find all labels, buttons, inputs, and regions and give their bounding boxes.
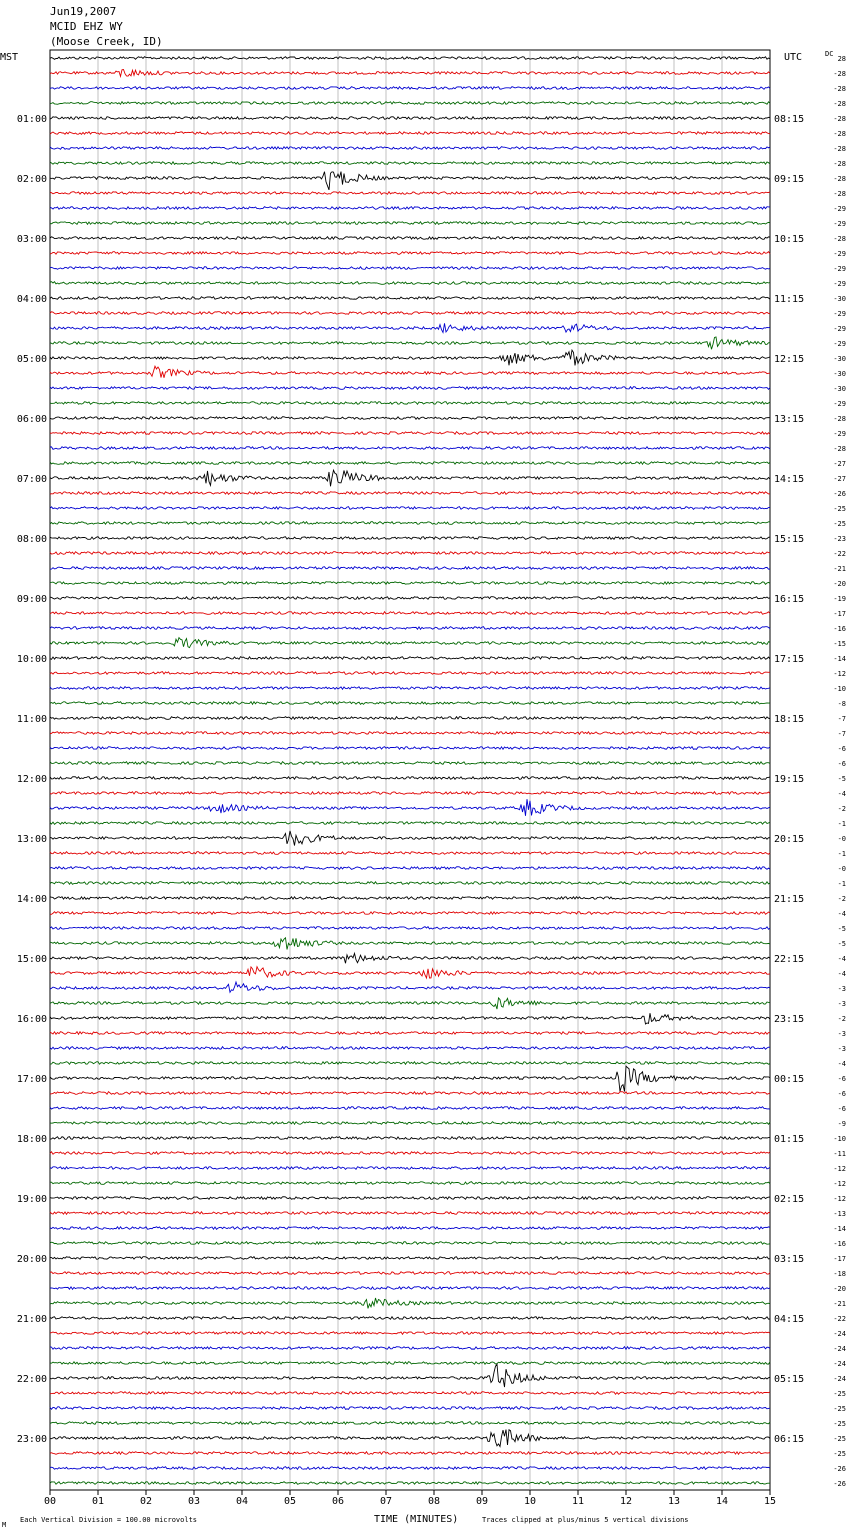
dc-offset-label: -17 [833, 1255, 846, 1263]
dc-offset-label: -25 [833, 1420, 846, 1428]
seismic-trace [50, 297, 770, 300]
seismic-trace [50, 638, 770, 648]
seismic-trace [50, 282, 770, 285]
dc-offset-label: -2 [837, 805, 846, 813]
seismic-trace [50, 912, 770, 915]
seismic-trace [50, 350, 770, 365]
seismic-trace [50, 1452, 770, 1455]
seismic-trace [50, 462, 770, 465]
left-hour-label: 20:00 [16, 1254, 47, 1265]
dc-offset-label: -28 [833, 70, 846, 78]
seismic-trace [50, 402, 770, 405]
seismic-trace [50, 612, 770, 615]
dc-offset-label: -3 [837, 1045, 846, 1053]
right-hour-label: 19:15 [774, 774, 805, 785]
seismic-trace [50, 172, 770, 190]
x-tick-label: 00 [43, 1496, 57, 1507]
dc-offset-label: -6 [837, 1105, 846, 1113]
dc-offset-label: -25 [833, 505, 846, 513]
seismic-trace [50, 366, 770, 378]
dc-offset-label: -12 [833, 1180, 846, 1188]
dc-offset-label: -28 [833, 130, 846, 138]
seismic-trace [50, 747, 770, 750]
mst-label: MST [0, 52, 19, 63]
dc-offset-label: -5 [837, 925, 846, 933]
dc-offset-label: -17 [833, 610, 846, 618]
dc-offset-label: -30 [833, 385, 846, 393]
left-hour-label: 23:00 [16, 1434, 47, 1445]
dc-offset-label: -24 [833, 1345, 846, 1353]
left-hour-label: 15:00 [16, 954, 47, 965]
dc-offset-label: -24 [833, 1330, 846, 1338]
seismic-trace [50, 192, 770, 195]
seismic-trace [50, 1227, 770, 1230]
left-hour-label: 04:00 [16, 294, 47, 305]
right-hour-label: 16:15 [774, 594, 805, 605]
location-title: (Moose Creek, ID) [50, 35, 163, 48]
seismic-trace [50, 597, 770, 600]
dc-offset-label: -28 [833, 85, 846, 93]
dc-offset-label: -20 [833, 1285, 846, 1293]
right-hour-label: 22:15 [774, 954, 805, 965]
dc-offset-label: -28 [833, 175, 846, 183]
right-hour-label: 09:15 [774, 174, 805, 185]
seismic-trace [50, 732, 770, 735]
seismic-trace [50, 1197, 770, 1200]
seismic-trace [50, 927, 770, 930]
dc-offset-label: -21 [833, 1300, 846, 1308]
seismic-trace [50, 147, 770, 150]
dc-offset-label: -4 [837, 955, 846, 963]
dc-offset-label: -5 [837, 940, 846, 948]
right-hour-label: 11:15 [774, 294, 805, 305]
dc-offset-label: -13 [833, 1210, 846, 1218]
dc-offset-label: -1 [837, 880, 846, 888]
seismic-trace [50, 312, 770, 315]
dc-offset-label: -28 [833, 415, 846, 423]
seismic-trace [50, 1047, 770, 1050]
dc-offset-label: -24 [833, 1360, 846, 1368]
right-hour-label: 05:15 [774, 1374, 805, 1385]
dc-offset-label: -4 [837, 910, 846, 918]
seismic-trace [50, 792, 770, 795]
right-hour-label: 04:15 [774, 1314, 805, 1325]
right-hour-label: 23:15 [774, 1014, 805, 1025]
dc-offset-label: -28 [833, 100, 846, 108]
seismic-trace [50, 1407, 770, 1410]
seismic-trace [50, 687, 770, 690]
dc-offset-label: -28 [833, 145, 846, 153]
dc-offset-label: -1 [837, 820, 846, 828]
left-hour-label: 13:00 [16, 834, 47, 845]
seismic-trace [50, 267, 770, 270]
dc-offset-label: -21 [833, 565, 846, 573]
seismic-trace [50, 1317, 770, 1320]
left-hour-label: 22:00 [16, 1374, 47, 1385]
dc-offset-label: -6 [837, 1075, 846, 1083]
dc-offset-label: -12 [833, 670, 846, 678]
left-hour-label: 09:00 [16, 594, 47, 605]
right-hour-label: 02:15 [774, 1194, 805, 1205]
dc-offset-label: -26 [833, 1480, 846, 1488]
seismic-trace [50, 1298, 770, 1308]
seismic-trace [50, 1107, 770, 1110]
left-hour-label: 17:00 [16, 1074, 47, 1085]
right-hour-label: 14:15 [774, 474, 805, 485]
seismic-trace [50, 1182, 770, 1185]
seismic-trace [50, 432, 770, 435]
left-hour-label: 08:00 [16, 534, 47, 545]
seismic-trace [50, 627, 770, 630]
dc-offset-label: -29 [833, 280, 846, 288]
dc-offset-label: -20 [833, 580, 846, 588]
dc-offset-label: -9 [837, 1120, 846, 1128]
seismic-trace [50, 1167, 770, 1170]
corner-mark: M [2, 1521, 7, 1529]
dc-offset-label: -1 [837, 850, 846, 858]
utc-label: UTC [784, 52, 803, 63]
seismic-trace [50, 470, 770, 486]
seismic-trace [50, 492, 770, 495]
dc-offset-label: -29 [833, 265, 846, 273]
right-hour-label: 15:15 [774, 534, 805, 545]
right-hour-label: 13:15 [774, 414, 805, 425]
seismic-trace [50, 507, 770, 510]
dc-offset-label: -6 [837, 745, 846, 753]
dc-offset-label: -29 [833, 400, 846, 408]
dc-offset-label: -3 [837, 985, 846, 993]
dc-offset-label: -7 [837, 730, 846, 738]
left-hour-label: 06:00 [16, 414, 47, 425]
dc-offset-label: -12 [833, 1165, 846, 1173]
dc-offset-label: -28 [833, 445, 846, 453]
seismic-trace [50, 1287, 770, 1290]
seismic-trace [50, 822, 770, 825]
right-hour-label: 01:15 [774, 1134, 805, 1145]
seismic-trace [50, 323, 770, 332]
seismic-trace [50, 982, 770, 992]
x-tick-label: 08 [427, 1496, 441, 1507]
date-title: Jun19,2007 [50, 5, 117, 18]
dc-offset-label: -10 [833, 1135, 846, 1143]
seismic-trace [50, 132, 770, 135]
left-hour-label: 07:00 [16, 474, 47, 485]
dc-offset-label: -29 [833, 325, 846, 333]
x-tick-label: 06 [331, 1496, 345, 1507]
left-hour-label: 21:00 [16, 1314, 47, 1325]
dc-offset-label: -19 [833, 595, 846, 603]
dc-offset-label: -11 [833, 1150, 846, 1158]
seismic-trace [50, 1272, 770, 1275]
dc-offset-label: -25 [833, 1435, 846, 1443]
seismic-trace [50, 70, 770, 77]
seismic-trace [50, 447, 770, 450]
seismic-trace [50, 967, 770, 978]
x-tick-label: 03 [187, 1496, 201, 1507]
station-title: MCID EHZ WY [50, 20, 123, 33]
seismic-trace [50, 1482, 770, 1485]
seismic-trace [50, 57, 770, 60]
seismic-trace [50, 1122, 770, 1125]
dc-offset-label: -3 [837, 1030, 846, 1038]
trace-layer [50, 57, 770, 1485]
seismic-trace [50, 867, 770, 870]
seismic-trace [50, 252, 770, 255]
dc-offset-label: -7 [837, 715, 846, 723]
seismic-trace [50, 1212, 770, 1215]
seismic-trace [50, 998, 770, 1009]
seismic-trace [50, 222, 770, 225]
left-hour-label: 05:00 [16, 354, 47, 365]
dc-offset-label: -6 [837, 1090, 846, 1098]
dc-label: DC [825, 50, 834, 58]
dc-offset-label: -14 [833, 1225, 846, 1233]
seismic-trace [50, 1032, 770, 1035]
x-tick-label: 10 [523, 1496, 537, 1507]
right-hour-label: 00:15 [774, 1074, 805, 1085]
right-hour-label: 17:15 [774, 654, 805, 665]
dc-offset-label: -27 [833, 475, 846, 483]
left-hour-label: 14:00 [16, 894, 47, 905]
seismic-trace [50, 522, 770, 525]
seismic-trace [50, 1347, 770, 1350]
dc-offset-label: -4 [837, 970, 846, 978]
seismic-trace [50, 1242, 770, 1245]
left-hour-label: 10:00 [16, 654, 47, 665]
dc-offset-label: -29 [833, 220, 846, 228]
dc-offset-label: -23 [833, 535, 846, 543]
dc-offset-label: -30 [833, 295, 846, 303]
dc-offset-label: -30 [833, 355, 846, 363]
dc-offset-label: -4 [837, 790, 846, 798]
seismic-trace [50, 87, 770, 90]
seismic-trace [50, 567, 770, 570]
dc-offset-label: -29 [833, 205, 846, 213]
dc-offset-label: -22 [833, 1315, 846, 1323]
dc-offset-label: -28 [833, 235, 846, 243]
dc-offset-label: -18 [833, 1270, 846, 1278]
seismic-trace [50, 582, 770, 585]
seismic-trace [50, 897, 770, 900]
seismic-trace [50, 552, 770, 555]
seismic-trace [50, 1332, 770, 1335]
seismic-trace [50, 831, 770, 846]
dc-offset-label: -25 [833, 520, 846, 528]
seismic-trace [50, 1137, 770, 1140]
seismic-trace [50, 1467, 770, 1470]
right-hour-label: 20:15 [774, 834, 805, 845]
seismic-trace [50, 337, 770, 349]
dc-offset-label: -25 [833, 1405, 846, 1413]
x-tick-label: 04 [235, 1496, 249, 1507]
x-tick-label: 12 [619, 1496, 633, 1507]
seismic-trace [50, 953, 770, 963]
seismic-trace [50, 1422, 770, 1425]
x-tick-label: 05 [283, 1496, 297, 1507]
seismic-trace [50, 777, 770, 780]
left-hour-label: 16:00 [16, 1014, 47, 1025]
seismic-trace [50, 702, 770, 705]
right-hour-label: 18:15 [774, 714, 805, 725]
x-tick-label: 02 [139, 1496, 153, 1507]
x-axis-label: TIME (MINUTES) [374, 1514, 459, 1525]
dc-offset-label: -2 [837, 1015, 846, 1023]
dc-offset-label: -16 [833, 1240, 846, 1248]
right-hour-label: 06:15 [774, 1434, 805, 1445]
seismic-trace [50, 237, 770, 240]
dc-offset-label: -8 [837, 700, 846, 708]
scale-note: Each Vertical Division = 100.00 microvolts [20, 1516, 198, 1524]
dc-offset-label: -29 [833, 310, 846, 318]
dc-offset-label: -6 [837, 760, 846, 768]
seismic-trace [50, 162, 770, 165]
right-hour-label: 21:15 [774, 894, 805, 905]
dc-offset-label: -4 [837, 1060, 846, 1068]
right-hour-label: 08:15 [774, 114, 805, 125]
seismic-trace [50, 882, 770, 885]
right-hour-label: 12:15 [774, 354, 805, 365]
x-tick-label: 09 [475, 1496, 489, 1507]
dc-offset-label: -25 [833, 1390, 846, 1398]
dc-offset-label: -26 [833, 1465, 846, 1473]
dc-offset-label: -2 [837, 895, 846, 903]
seismic-trace [50, 102, 770, 105]
seismic-trace [50, 387, 770, 390]
dc-offset-label: -29 [833, 250, 846, 258]
dc-offset-label: -0 [837, 865, 846, 873]
dc-offset-label: -16 [833, 625, 846, 633]
x-tick-label: 07 [379, 1496, 393, 1507]
dc-offset-label: -12 [833, 1195, 846, 1203]
left-hour-label: 02:00 [16, 174, 47, 185]
seismic-trace [50, 1092, 770, 1095]
dc-offset-label: -15 [833, 640, 846, 648]
seismic-trace [50, 207, 770, 210]
left-hour-label: 03:00 [16, 234, 47, 245]
seismic-trace [50, 852, 770, 855]
seismic-trace [50, 1152, 770, 1155]
seismic-trace [50, 1364, 770, 1387]
left-hour-label: 19:00 [16, 1194, 47, 1205]
dc-offset-label: 28 [837, 55, 846, 63]
seismic-trace [50, 799, 770, 816]
right-hour-label: 10:15 [774, 234, 805, 245]
dc-offset-label: -28 [833, 160, 846, 168]
seismic-trace [50, 1013, 770, 1024]
left-hour-label: 11:00 [16, 714, 47, 725]
x-tick-label: 14 [715, 1496, 729, 1507]
clip-note: Traces clipped at plus/minus 5 vertical divisions [482, 1516, 689, 1524]
seismic-trace [50, 657, 770, 660]
dc-offset-label: -26 [833, 490, 846, 498]
dc-offset-label: -0 [837, 835, 846, 843]
dc-offset-label: -5 [837, 775, 846, 783]
right-hour-label: 03:15 [774, 1254, 805, 1265]
seismic-trace [50, 672, 770, 675]
dc-offset-label: -3 [837, 1000, 846, 1008]
x-tick-label: 15 [763, 1496, 777, 1507]
x-tick-label: 11 [571, 1496, 585, 1507]
dc-offset-label: -25 [833, 1450, 846, 1458]
seismic-trace [50, 117, 770, 120]
x-tick-label: 01 [91, 1496, 105, 1507]
dc-offset-label: -27 [833, 460, 846, 468]
seismic-trace [50, 1362, 770, 1365]
dc-offset-label: -29 [833, 340, 846, 348]
left-hour-label: 12:00 [16, 774, 47, 785]
dc-offset-label: -30 [833, 370, 846, 378]
dc-offset-label: -10 [833, 685, 846, 693]
seismic-trace [50, 1430, 770, 1447]
seismic-trace [50, 762, 770, 765]
seismic-trace [50, 1062, 770, 1065]
seismic-trace [50, 537, 770, 540]
x-tick-label: 13 [667, 1496, 681, 1507]
plot-frame [50, 50, 770, 1490]
dc-offset-label: -14 [833, 655, 846, 663]
seismic-trace [50, 938, 770, 950]
seismic-trace [50, 717, 770, 720]
seismic-trace [50, 1392, 770, 1395]
seismic-trace [50, 1066, 770, 1091]
dc-offset-label: -29 [833, 430, 846, 438]
left-hour-label: 18:00 [16, 1134, 47, 1145]
dc-offset-label: -24 [833, 1375, 846, 1383]
dc-offset-label: -22 [833, 550, 846, 558]
dc-offset-label: -28 [833, 190, 846, 198]
seismic-trace [50, 1257, 770, 1260]
dc-offset-label: -28 [833, 115, 846, 123]
seismic-trace [50, 417, 770, 420]
left-hour-label: 01:00 [16, 114, 47, 125]
